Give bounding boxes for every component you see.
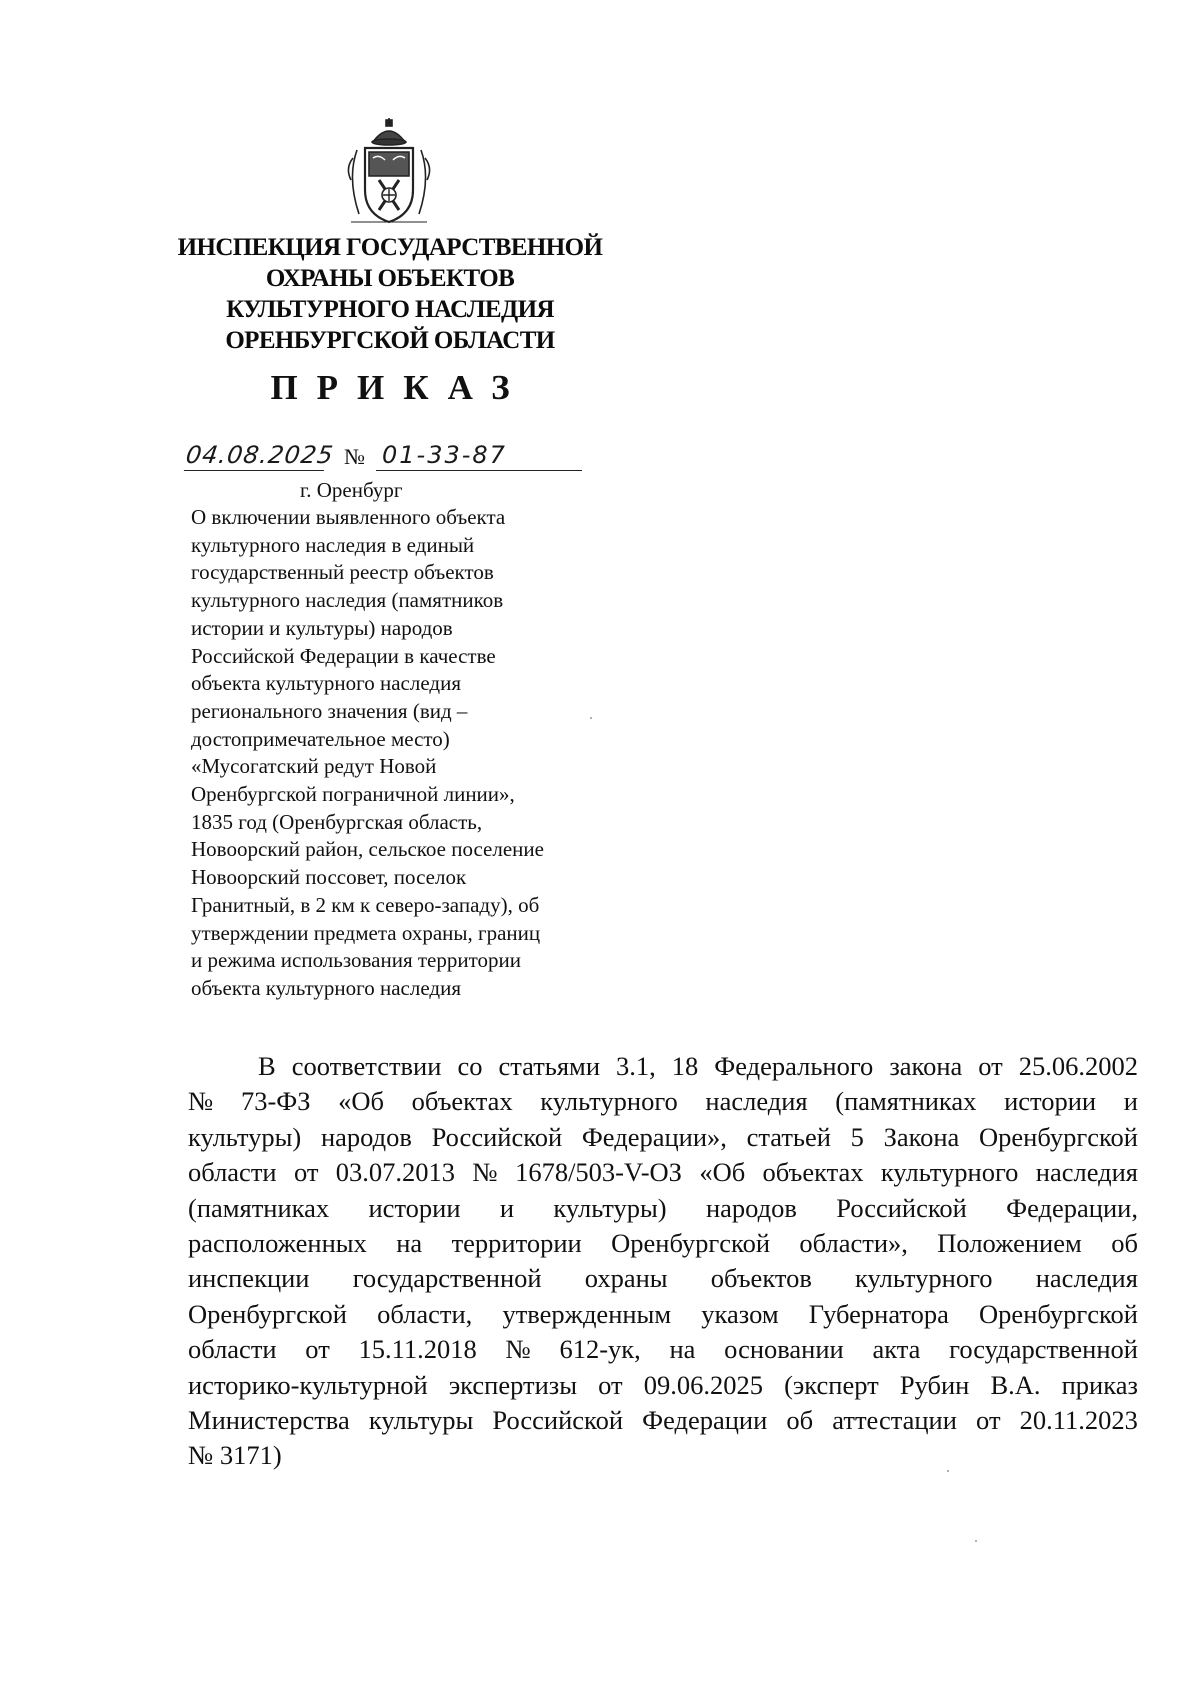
word: Положением bbox=[937, 1228, 1082, 1259]
word: наследия bbox=[1035, 1157, 1138, 1188]
organization-name-line: ОХРАНЫ ОБЪЕКТОВ bbox=[265, 265, 515, 292]
word: 73-ФЗ bbox=[240, 1086, 311, 1117]
document-subject bbox=[191, 504, 631, 1003]
word: статьей bbox=[746, 1121, 831, 1152]
word: области, bbox=[377, 1298, 473, 1329]
word: инспекции bbox=[188, 1263, 310, 1294]
subject-line: культурного наследия (памятников bbox=[191, 588, 504, 613]
word: народов bbox=[320, 1121, 412, 1152]
word: государственной bbox=[352, 1263, 542, 1294]
word: Оренбургской bbox=[979, 1298, 1138, 1329]
word: Российской bbox=[431, 1121, 563, 1152]
preamble-line bbox=[188, 1403, 1138, 1438]
subject-line: государственный реестр объектов bbox=[191, 560, 494, 585]
word: от bbox=[305, 1334, 330, 1365]
word: В.А. bbox=[990, 1369, 1041, 1400]
word: указом bbox=[701, 1298, 779, 1329]
word: (памятниках bbox=[835, 1086, 977, 1117]
preamble-line bbox=[188, 1226, 1138, 1261]
order-preamble bbox=[188, 1049, 1138, 1474]
word: об bbox=[1111, 1228, 1138, 1259]
coat-of-arms-icon bbox=[343, 118, 435, 228]
subject-line: утверждении предмета охраны, границ bbox=[191, 920, 541, 945]
scan-speck bbox=[947, 1470, 949, 1472]
word: В bbox=[258, 1051, 276, 1081]
subject-line: Новоорский поссовет, поселок bbox=[191, 865, 467, 890]
word: Федерации», bbox=[581, 1121, 727, 1152]
organization-name-line: ИНСПЕКЦИЯ ГОСУДАРСТВЕННОЙ bbox=[177, 234, 603, 261]
word: № bbox=[505, 1334, 531, 1365]
preamble-line bbox=[188, 1049, 1138, 1084]
word: 5 bbox=[850, 1121, 864, 1152]
word: и bbox=[1123, 1086, 1138, 1117]
word: 3.1, bbox=[616, 1051, 656, 1081]
word: «Об bbox=[338, 1086, 384, 1117]
word: Федерации, bbox=[1006, 1192, 1138, 1223]
scan-speck bbox=[975, 1540, 977, 1542]
word: закона bbox=[889, 1051, 963, 1081]
organization-name-line: КУЛЬТУРНОГО НАСЛЕДИЯ bbox=[226, 296, 554, 323]
word: культуры) bbox=[553, 1192, 667, 1223]
subject-line: Гранитный, в 2 км к северо-западу), об bbox=[191, 892, 540, 917]
word: акта bbox=[872, 1334, 921, 1365]
word: народов bbox=[705, 1192, 797, 1223]
word: статьями bbox=[498, 1051, 601, 1081]
word: на bbox=[669, 1334, 696, 1365]
word: области», bbox=[799, 1228, 908, 1259]
word: истории bbox=[1004, 1086, 1097, 1117]
subject-line: О включении выявленного объекта bbox=[191, 505, 506, 529]
word: соответствии bbox=[291, 1051, 442, 1081]
word: территории bbox=[451, 1228, 582, 1259]
word: культуры) bbox=[188, 1121, 302, 1152]
word: от bbox=[976, 1405, 1001, 1436]
word: (памятниках bbox=[188, 1192, 330, 1223]
city-label: г. Оренбург bbox=[300, 478, 403, 502]
word: 612-ук, bbox=[559, 1334, 641, 1365]
word: на bbox=[396, 1228, 423, 1259]
organization-name-line: ОРЕНБУРГСКОЙ ОБЛАСТИ bbox=[225, 327, 555, 354]
word: 15.11.2018 bbox=[358, 1334, 477, 1365]
preamble-line bbox=[188, 1368, 1138, 1403]
word: № bbox=[188, 1086, 214, 1117]
subject-line: Новоорский район, сельское поселение bbox=[191, 837, 544, 862]
preamble-line bbox=[188, 1332, 1138, 1367]
word: Российской bbox=[492, 1405, 624, 1436]
word: и bbox=[499, 1192, 515, 1223]
subject-line: и режима использования территории bbox=[191, 948, 521, 973]
word: об bbox=[786, 1405, 814, 1436]
word: утвержденным bbox=[502, 1298, 672, 1329]
subject-line: Оренбургской пограничной линии», bbox=[191, 782, 515, 807]
subject-line: «Мусогатский редут Новой bbox=[191, 754, 437, 779]
word: приказ bbox=[1061, 1369, 1138, 1400]
word: области bbox=[188, 1157, 277, 1188]
number-sign: № bbox=[344, 444, 365, 469]
word: от bbox=[293, 1157, 319, 1188]
word: № bbox=[472, 1157, 498, 1188]
subject-line: объекта культурного наследия bbox=[191, 975, 461, 1000]
subject-line: культурного наследия в единый bbox=[191, 532, 475, 557]
subject-line: 1835 год (Оренбургская область, bbox=[191, 809, 483, 834]
word: культурного bbox=[855, 1263, 993, 1294]
word: государственной bbox=[949, 1334, 1138, 1365]
word: от bbox=[598, 1369, 623, 1400]
word: со bbox=[457, 1051, 483, 1081]
word: объектов bbox=[710, 1263, 812, 1294]
word: Оренбургской bbox=[188, 1298, 347, 1329]
document-type-title: ПРИКАЗ bbox=[270, 368, 529, 407]
word: культуры bbox=[368, 1405, 474, 1436]
subject-line: объекта культурного наследия bbox=[191, 671, 461, 696]
word: 1678/503-V-ОЗ bbox=[515, 1157, 682, 1188]
word: 20.11.2023 bbox=[1019, 1405, 1138, 1436]
handwritten-number: 01-33-87 bbox=[376, 440, 582, 471]
preamble-line bbox=[188, 1120, 1138, 1155]
word: основании bbox=[724, 1334, 844, 1365]
word: 25.06.2002 bbox=[1018, 1051, 1138, 1081]
preamble-line bbox=[188, 1297, 1138, 1332]
word: историко-культурной bbox=[188, 1369, 428, 1400]
subject-line: регионального значения (вид – bbox=[191, 698, 468, 723]
word: экспертизы bbox=[448, 1369, 578, 1400]
handwritten-date: 04.08.2025 bbox=[184, 441, 336, 469]
word: от bbox=[978, 1051, 1003, 1081]
word: Закона bbox=[883, 1121, 960, 1152]
word: Федерального bbox=[714, 1051, 874, 1081]
word: Рубин bbox=[899, 1369, 970, 1400]
word: Российской bbox=[836, 1192, 967, 1223]
word: 09.06.2025 bbox=[643, 1369, 763, 1400]
subject-line: Российской Федерации в качестве bbox=[191, 643, 496, 668]
subject-line: истории и культуры) народов bbox=[191, 615, 453, 640]
word: Губернатора bbox=[808, 1298, 949, 1329]
word: объектах bbox=[762, 1157, 864, 1188]
word: объектах bbox=[411, 1086, 513, 1117]
word: 03.07.2013 bbox=[335, 1157, 456, 1188]
registration-line bbox=[186, 440, 606, 472]
word: аттестации bbox=[832, 1405, 957, 1436]
preamble-line bbox=[188, 1084, 1138, 1119]
word: области bbox=[188, 1334, 277, 1365]
word: Федерации bbox=[642, 1405, 768, 1436]
word: «Об bbox=[699, 1157, 746, 1188]
word: расположенных bbox=[188, 1228, 367, 1259]
organization-name bbox=[170, 232, 610, 356]
word: Оренбургской bbox=[979, 1121, 1138, 1152]
word: истории bbox=[368, 1192, 461, 1223]
preamble-line bbox=[188, 1261, 1138, 1296]
word: наследия bbox=[705, 1086, 808, 1117]
word: наследия bbox=[1035, 1263, 1138, 1294]
word: Министерства bbox=[188, 1405, 350, 1436]
preamble-line bbox=[188, 1155, 1138, 1190]
preamble-line: № 3171) bbox=[188, 1440, 282, 1471]
word: культурного bbox=[880, 1157, 1019, 1188]
word: 18 bbox=[671, 1051, 699, 1081]
scan-speck bbox=[590, 717, 592, 719]
word: охраны bbox=[584, 1263, 668, 1294]
word: (эксперт bbox=[784, 1369, 879, 1400]
preamble-line bbox=[188, 1191, 1138, 1226]
word: культурного bbox=[540, 1086, 678, 1117]
word: Оренбургской bbox=[611, 1228, 771, 1259]
subject-line: достопримечательное место) bbox=[191, 726, 450, 751]
